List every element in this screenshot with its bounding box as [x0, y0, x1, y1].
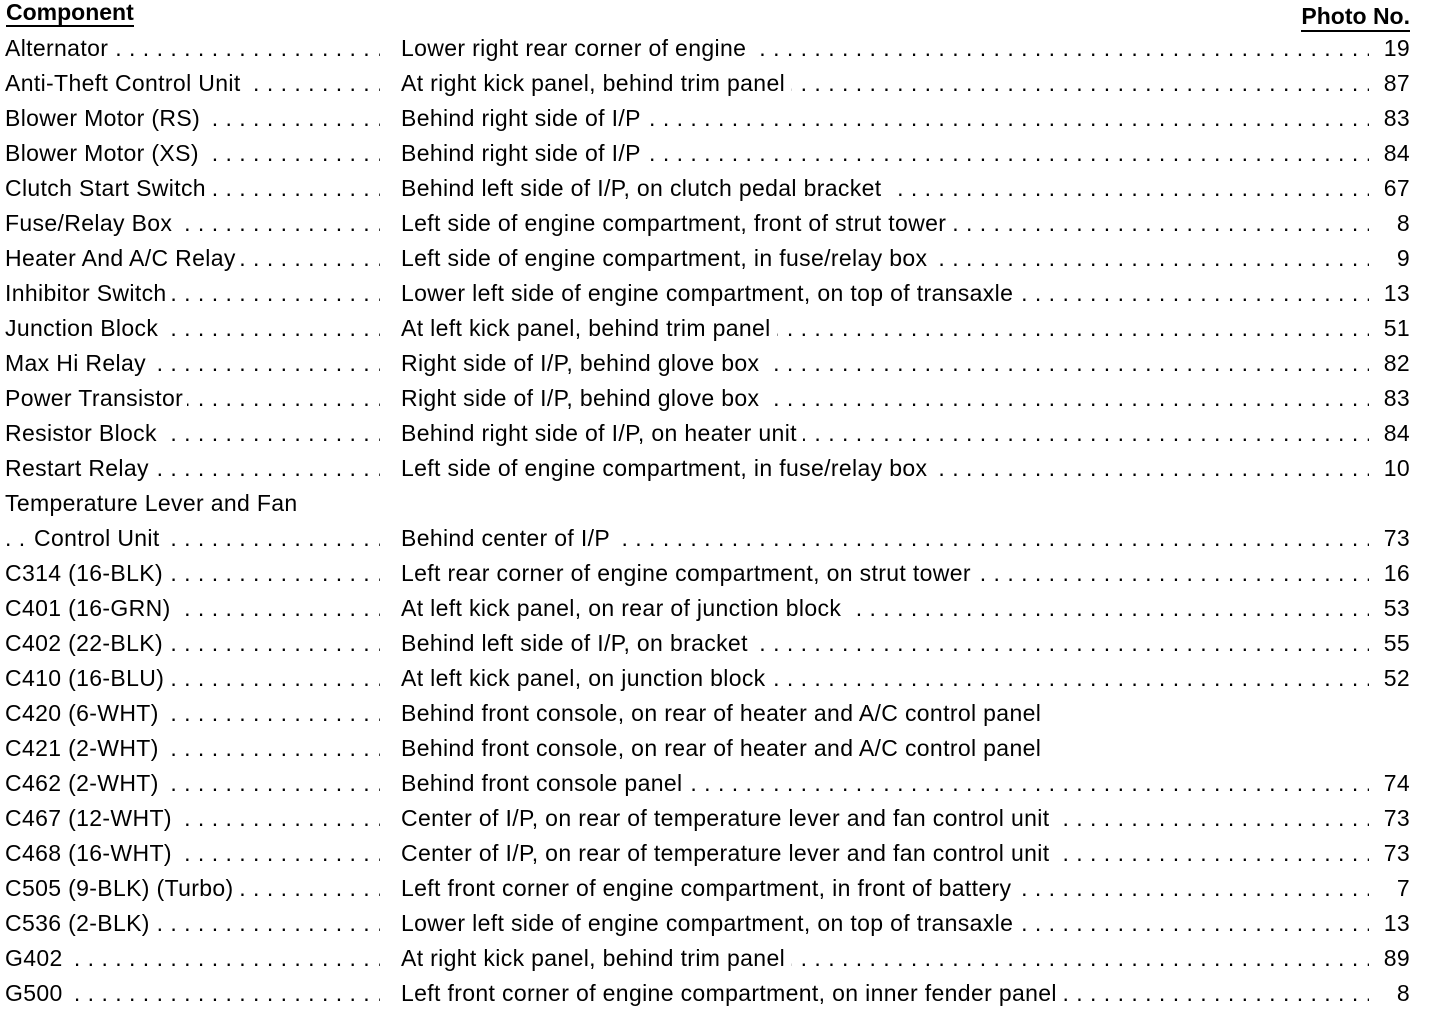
table-row: [0, 556, 1440, 591]
location-text: Behind center of I/P: [401, 525, 616, 551]
component-cell: [5, 871, 380, 906]
photo-number: 10: [1383, 455, 1410, 481]
photo-number: 55: [1383, 630, 1410, 656]
photo-number: 83: [1383, 385, 1410, 411]
table-row: [0, 591, 1440, 626]
photo-number: 8: [1396, 980, 1410, 1006]
table-row: [0, 416, 1440, 451]
table-row: [0, 171, 1440, 206]
table-row: [0, 836, 1440, 871]
component-cell: [5, 696, 380, 731]
location-cell: [401, 556, 1369, 591]
table-header: [4, 0, 1410, 34]
component-name: C420 (6-WHT): [5, 700, 163, 726]
component-name: Junction Block: [5, 315, 162, 341]
component-cell: [5, 941, 380, 976]
table-row: [0, 241, 1440, 276]
table-row: [0, 941, 1440, 976]
location-text: Behind left side of I/P, on bracket: [401, 630, 754, 656]
location-cell: [401, 346, 1369, 381]
location-text: Lower left side of engine compartment, on top of transaxle: [401, 280, 1019, 306]
component-cell: [5, 626, 380, 661]
location-text: Left rear corner of engine compartment, on strut tower: [401, 560, 977, 586]
photo-number: 8: [1396, 210, 1410, 236]
location-cell: [401, 136, 1369, 171]
photo-number: 83: [1383, 105, 1410, 131]
component-cell: [5, 556, 380, 591]
location-text: At right kick panel, behind trim panel: [401, 70, 791, 96]
component-name: Max Hi Relay: [5, 350, 150, 376]
photo-number: 82: [1383, 350, 1410, 376]
component-cell: [5, 241, 380, 276]
location-cell: [401, 731, 1369, 766]
photo-number: 74: [1383, 770, 1410, 796]
location-text: Left side of engine compartment, front of strut tower: [401, 210, 952, 236]
component-column-header: Component: [6, 0, 134, 25]
location-cell: [401, 836, 1369, 871]
component-name: Restart Relay: [5, 455, 153, 481]
location-text: Lower right rear corner of engine: [401, 35, 752, 61]
table-row: [0, 661, 1440, 696]
photo-number-column-header: Photo No.: [1301, 4, 1410, 32]
photo-number: 87: [1383, 70, 1410, 96]
component-cell: [5, 836, 380, 871]
location-cell: [401, 451, 1369, 486]
photo-number: 73: [1383, 525, 1410, 551]
component-cell: [5, 346, 380, 381]
photo-number: 67: [1383, 175, 1410, 201]
photo-number: 84: [1383, 420, 1410, 446]
location-text: Right side of I/P, behind glove box: [401, 350, 765, 376]
location-text: At right kick panel, behind trim panel: [401, 945, 791, 971]
location-cell: [401, 101, 1369, 136]
component-cell: [5, 976, 380, 1011]
component-cell: [5, 171, 380, 206]
component-cell: [5, 486, 380, 521]
component-name: C401 (16-GRN): [5, 595, 175, 621]
location-text: Behind left side of I/P, on clutch pedal bracket: [401, 175, 888, 201]
table-row: [0, 976, 1440, 1011]
location-text: Left front corner of engine compartment, in front of battery: [401, 875, 1017, 901]
location-text: At left kick panel, behind trim panel: [401, 315, 777, 341]
table-row: [0, 31, 1440, 66]
photo-number: 51: [1383, 315, 1410, 341]
component-cell: [5, 766, 380, 801]
location-cell: [401, 381, 1369, 416]
location-cell: [401, 626, 1369, 661]
component-name: C462 (2-WHT): [5, 770, 163, 796]
photo-number: 73: [1383, 840, 1410, 866]
component-cell: [5, 661, 380, 696]
location-cell: [401, 171, 1369, 206]
location-cell: [401, 276, 1369, 311]
component-cell: [5, 906, 380, 941]
component-name: Fuse/Relay Box: [5, 210, 176, 236]
table-row: [0, 731, 1440, 766]
location-text: At left kick panel, on junction block: [401, 665, 772, 691]
table-row: [0, 626, 1440, 661]
location-text: Left side of engine compartment, in fuse/relay box: [401, 455, 933, 481]
component-cell: [5, 381, 380, 416]
location-text: At left kick panel, on rear of junction block: [401, 595, 847, 621]
table-row: [0, 311, 1440, 346]
photo-number: 13: [1383, 910, 1410, 936]
component-name: Clutch Start Switch: [5, 175, 210, 201]
location-cell: [401, 906, 1369, 941]
location-cell: [401, 941, 1369, 976]
component-name: Alternator: [5, 35, 112, 61]
component-name: Power Transistor: [5, 385, 187, 411]
photo-number: 9: [1396, 245, 1410, 271]
component-cell: [5, 31, 380, 66]
table-row: [0, 486, 1440, 521]
location-text: Center of I/P, on rear of temperature lever and fan control unit: [401, 805, 1055, 831]
component-name: Blower Motor (XS): [5, 140, 203, 166]
photo-number: 89: [1383, 945, 1410, 971]
component-cell: [5, 591, 380, 626]
component-cell: [5, 731, 380, 766]
location-text: Behind front console, on rear of heater and A/C control panel: [401, 700, 1047, 726]
photo-number: 52: [1383, 665, 1410, 691]
component-name: Resistor Block: [5, 420, 161, 446]
location-cell: [401, 871, 1369, 906]
location-text: Behind front console panel: [401, 770, 688, 796]
component-name: C536 (2-BLK): [5, 910, 154, 936]
component-name: Temperature Lever and Fan: [5, 490, 302, 516]
component-name: Control Unit: [34, 525, 164, 551]
photo-number: 13: [1383, 280, 1410, 306]
photo-number: 53: [1383, 595, 1410, 621]
location-cell: [401, 591, 1369, 626]
component-name: C505 (9-BLK) (Turbo): [5, 875, 238, 901]
location-cell: [401, 66, 1369, 101]
table-row: [0, 801, 1440, 836]
component-cell: [5, 101, 380, 136]
location-cell: [401, 976, 1369, 1011]
component-cell: [5, 66, 380, 101]
table-row: [0, 346, 1440, 381]
location-text: Behind front console, on rear of heater and A/C control panel: [401, 735, 1047, 761]
location-cell: [401, 311, 1369, 346]
component-cell: [5, 311, 380, 346]
location-cell: [401, 766, 1369, 801]
table-row: [0, 766, 1440, 801]
location-cell: [401, 206, 1369, 241]
component-name: C314 (16-BLK): [5, 560, 167, 586]
component-name: Anti-Theft Control Unit: [5, 70, 245, 96]
location-text: Right side of I/P, behind glove box: [401, 385, 765, 411]
table-row: [0, 696, 1440, 731]
component-cell: [5, 276, 380, 311]
component-name: C468 (16-WHT): [5, 840, 176, 866]
component-cell: [5, 136, 380, 171]
location-text: Center of I/P, on rear of temperature lever and fan control unit: [401, 840, 1055, 866]
table-row: [0, 521, 1440, 556]
table-row: [0, 906, 1440, 941]
location-cell: [401, 241, 1369, 276]
location-cell: [401, 661, 1369, 696]
component-name: G500: [5, 980, 67, 1006]
location-text: Left side of engine compartment, in fuse/relay box: [401, 245, 933, 271]
location-text: Behind right side of I/P: [401, 140, 647, 166]
component-name: G402: [5, 945, 67, 971]
component-name: C410 (16-BLU): [5, 665, 168, 691]
component-cell: [5, 521, 380, 556]
component-name: C402 (22-BLK): [5, 630, 167, 656]
component-cell: [5, 801, 380, 836]
location-cell: [401, 416, 1369, 451]
component-name: C467 (12-WHT): [5, 805, 176, 831]
table-row: [0, 276, 1440, 311]
photo-number: 84: [1383, 140, 1410, 166]
component-cell: [5, 451, 380, 486]
location-text: Lower left side of engine compartment, on top of transaxle: [401, 910, 1019, 936]
location-cell: [401, 696, 1369, 731]
component-cell: [5, 206, 380, 241]
photo-number: 19: [1383, 35, 1410, 61]
table-row: [0, 136, 1440, 171]
location-text: Behind right side of I/P, on heater unit: [401, 420, 803, 446]
photo-number: 7: [1396, 875, 1410, 901]
photo-number: 16: [1383, 560, 1410, 586]
table-row: [0, 451, 1440, 486]
component-name: Inhibitor Switch: [5, 280, 171, 306]
location-cell: [401, 801, 1369, 836]
table-row: [0, 101, 1440, 136]
component-name: Blower Motor (RS): [5, 105, 204, 131]
table-row: [0, 206, 1440, 241]
table-row: [0, 381, 1440, 416]
location-cell: [401, 31, 1369, 66]
photo-number: 73: [1383, 805, 1410, 831]
component-name: Heater And A/C Relay: [5, 245, 240, 271]
location-cell: [401, 521, 1369, 556]
location-text: Behind right side of I/P: [401, 105, 647, 131]
location-text: Left front corner of engine compartment, on inner fender panel: [401, 980, 1063, 1006]
table-row: [0, 871, 1440, 906]
component-name: C421 (2-WHT): [5, 735, 163, 761]
table-row: [0, 66, 1440, 101]
table-body: [0, 31, 1440, 1011]
component-cell: [5, 416, 380, 451]
